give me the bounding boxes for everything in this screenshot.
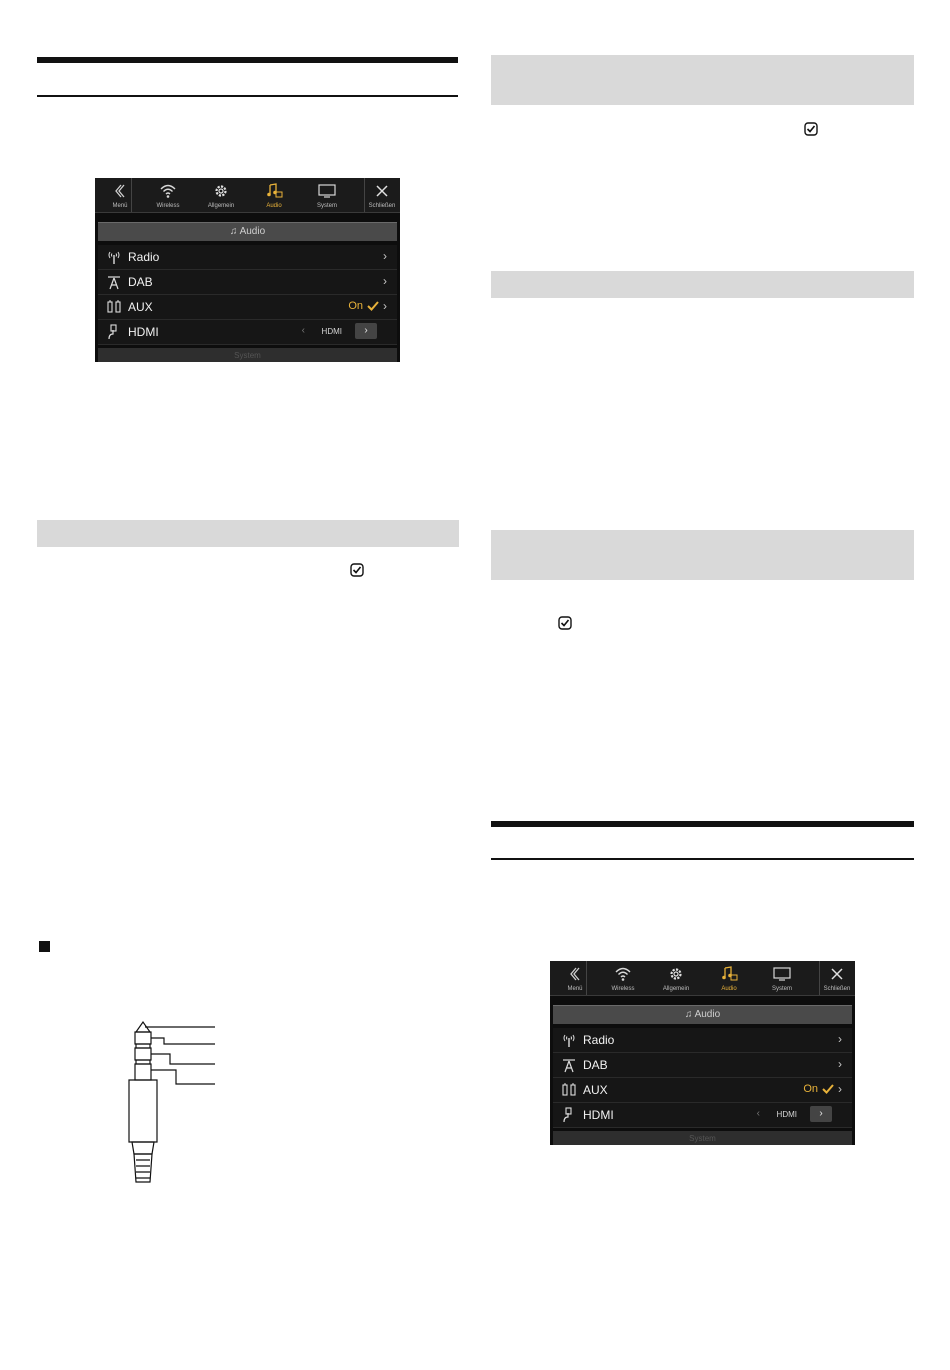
aux-label: AUX	[128, 300, 153, 314]
wifi-icon	[159, 183, 177, 199]
monitor-icon	[773, 966, 791, 982]
hdmi-label: HDMI	[128, 325, 159, 339]
menu-label: Menü	[112, 203, 128, 209]
system-label: System	[771, 986, 792, 992]
wireless-label: Wireless	[611, 986, 635, 992]
gear-icon	[667, 966, 685, 982]
audio-section-header: ♫ Audio	[553, 1005, 852, 1024]
list-item-radio[interactable]	[553, 1028, 852, 1053]
close-icon	[373, 183, 391, 199]
system-section-header-partial	[98, 348, 397, 362]
checkbox-checked-icon	[558, 616, 572, 630]
aux-status-value: On	[348, 300, 363, 312]
tab-allgemein[interactable]	[651, 961, 701, 995]
hdmi-next-button[interactable]: ›	[355, 323, 377, 339]
menu-label: Menü	[567, 986, 583, 992]
checkmark-icon	[367, 300, 379, 312]
chevron-right-icon: ›	[838, 1032, 842, 1046]
chevron-right-icon: ›	[838, 1057, 842, 1071]
square-bullet-icon	[39, 941, 50, 952]
hdmi-value: HDMI	[321, 327, 342, 336]
wifi-icon	[614, 966, 632, 982]
chevron-right-icon: ›	[838, 1082, 842, 1096]
hdmi-prev-button[interactable]: ‹	[756, 1108, 760, 1119]
audio-label: Audio	[266, 203, 282, 209]
top-navigation-bar	[95, 178, 400, 213]
chevron-right-icon: ›	[383, 274, 387, 288]
checkbox-checked-icon	[804, 122, 818, 136]
list-item-dab[interactable]	[98, 270, 397, 295]
monitor-icon	[318, 183, 336, 199]
list-item-aux[interactable]	[98, 295, 397, 320]
system-label: System	[316, 203, 337, 209]
system-header-label: System	[689, 1134, 716, 1143]
section-heading-bar-right-2	[491, 271, 914, 298]
audio-section-header: ♫ Audio	[98, 222, 397, 241]
music-note-icon	[265, 183, 283, 199]
aux-status-value: On	[803, 1083, 818, 1095]
hdmi-cable-icon	[561, 1107, 577, 1123]
section-heading-bar-right-3	[491, 530, 914, 580]
tab-wireless[interactable]	[598, 961, 648, 995]
rca-plug-icon	[106, 299, 122, 315]
dab-antenna-icon	[106, 274, 122, 290]
aux-label: AUX	[583, 1083, 608, 1097]
section-rule-top-right	[491, 821, 914, 827]
tab-system[interactable]	[757, 961, 807, 995]
header-title: Audio	[694, 1009, 721, 1020]
list-item-radio[interactable]	[98, 245, 397, 270]
list-item-hdmi[interactable]	[98, 320, 397, 345]
checkmark-icon	[822, 1083, 834, 1095]
tab-allgemein[interactable]	[196, 178, 246, 212]
tab-audio[interactable]	[249, 178, 299, 212]
double-chevron-left-icon	[111, 183, 129, 199]
dab-antenna-icon	[561, 1057, 577, 1073]
section-rule-bottom-left	[37, 95, 458, 97]
tab-wireless[interactable]	[143, 178, 193, 212]
system-header-label: System	[234, 351, 261, 360]
radio-label: Radio	[583, 1033, 615, 1047]
hdmi-label: HDMI	[583, 1108, 614, 1122]
close-button[interactable]	[357, 178, 400, 212]
checkbox-checked-icon	[350, 563, 364, 577]
back-menu-button[interactable]	[95, 178, 145, 212]
hdmi-next-button[interactable]: ›	[810, 1106, 832, 1122]
close-button[interactable]	[812, 961, 855, 995]
list-item-dab[interactable]	[553, 1053, 852, 1078]
music-note-icon	[720, 966, 738, 982]
radio-antenna-icon	[106, 249, 122, 265]
section-heading-bar-left	[37, 520, 459, 547]
audio-settings-screen-2	[550, 961, 855, 1145]
chevron-right-icon: ›	[383, 249, 387, 263]
close-icon	[828, 966, 846, 982]
double-chevron-left-icon	[566, 966, 584, 982]
top-navigation-bar	[550, 961, 855, 996]
close-label: Schließen	[823, 986, 851, 992]
tab-system[interactable]	[302, 178, 352, 212]
hdmi-prev-button[interactable]: ‹	[301, 325, 305, 336]
allgemein-label: Allgemein	[662, 986, 690, 992]
section-rule-top-left	[37, 57, 458, 63]
rca-plug-icon	[561, 1082, 577, 1098]
allgemein-label: Allgemein	[207, 203, 235, 209]
gear-icon	[212, 183, 230, 199]
close-label: Schließen	[368, 203, 396, 209]
radio-label: Radio	[128, 250, 160, 264]
audio-jack-diagram	[120, 1020, 220, 1190]
tab-audio[interactable]	[704, 961, 754, 995]
section-rule-bottom-right	[491, 858, 914, 860]
hdmi-cable-icon	[106, 324, 122, 340]
radio-antenna-icon	[561, 1032, 577, 1048]
back-menu-button[interactable]	[550, 961, 600, 995]
header-title: Audio	[239, 226, 266, 237]
list-item-hdmi[interactable]	[553, 1103, 852, 1128]
wireless-label: Wireless	[156, 203, 180, 209]
system-section-header-partial	[553, 1131, 852, 1145]
dab-label: DAB	[128, 275, 153, 289]
audio-label: Audio	[721, 986, 737, 992]
hdmi-value: HDMI	[776, 1110, 797, 1119]
list-item-aux[interactable]	[553, 1078, 852, 1103]
chevron-right-icon: ›	[383, 299, 387, 313]
audio-settings-screen-1	[95, 178, 400, 362]
section-heading-bar-right-1	[491, 55, 914, 105]
dab-label: DAB	[583, 1058, 608, 1072]
